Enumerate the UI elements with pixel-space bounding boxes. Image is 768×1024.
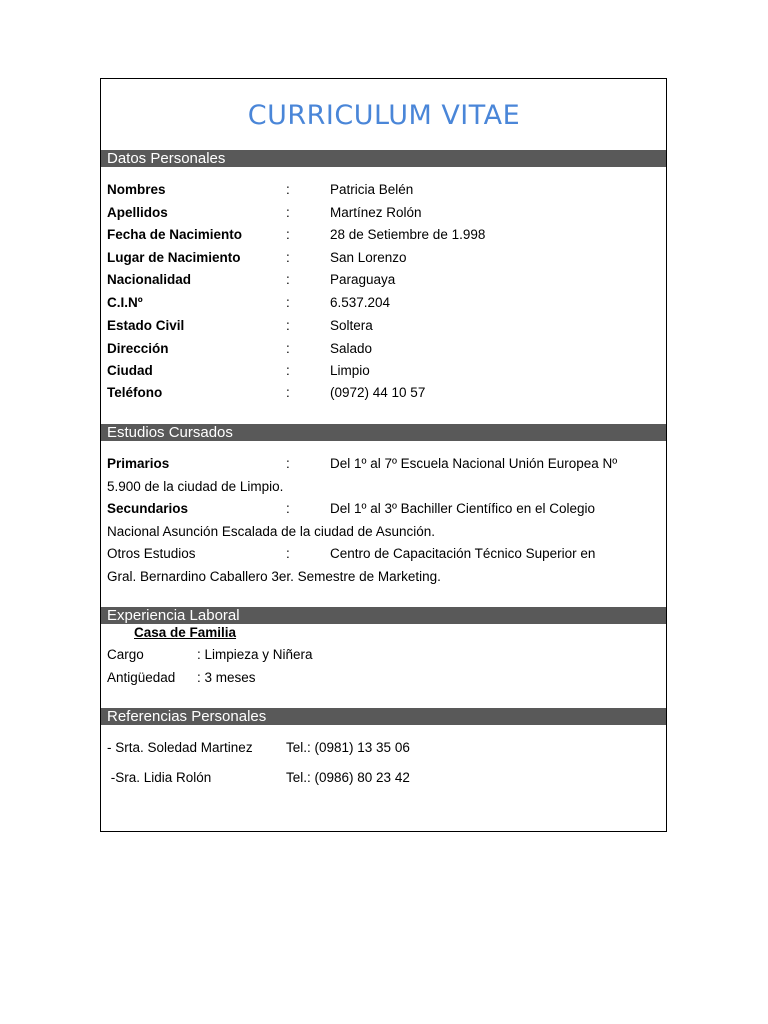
personal-label: Nombres	[107, 182, 166, 197]
study-line: Nacional Asunción Escalada de la ciudad de Asunción.	[107, 524, 435, 539]
personal-value: (0972) 44 10 57	[330, 385, 426, 400]
study-line: 5.900 de la ciudad de Limpio.	[107, 479, 284, 494]
separator: :	[286, 385, 290, 400]
personal-value: Patricia Belén	[330, 182, 414, 197]
section-title-experiencia: Experiencia Laboral	[107, 607, 240, 624]
separator: :	[286, 205, 290, 220]
personal-label: Dirección	[107, 341, 169, 356]
reference-phone: Tel.: (0986) 80 23 42	[286, 770, 410, 785]
personal-label: C.I.Nº	[107, 295, 143, 310]
study-label: Otros Estudios	[107, 546, 196, 561]
antiguedad-label: Antigüedad	[107, 670, 176, 685]
separator: :	[286, 295, 290, 310]
personal-value: 28 de Setiembre de 1.998	[330, 227, 486, 242]
study-line: Del 1º al 7º Escuela Nacional Unión Europea Nº	[330, 456, 618, 471]
study-line: Del 1º al 3º Bachiller Científico en el Colegio	[330, 501, 595, 516]
personal-label: Estado Civil	[107, 318, 185, 333]
personal-value: San Lorenzo	[330, 250, 407, 265]
employer-name: Casa de Familia	[134, 625, 237, 640]
separator: :	[286, 272, 290, 287]
separator: :	[286, 250, 290, 265]
section-title-estudios: Estudios Cursados	[107, 424, 233, 441]
separator: :	[286, 182, 290, 197]
separator: :	[286, 341, 290, 356]
separator: :	[286, 546, 290, 561]
personal-label: Apellidos	[107, 205, 168, 220]
study-line: Gral. Bernardino Caballero 3er. Semestre de Marketing.	[107, 569, 441, 584]
personal-value: Paraguaya	[330, 272, 396, 287]
personal-label: Nacionalidad	[107, 272, 192, 287]
separator: :	[286, 318, 290, 333]
section-title-datos: Datos Personales	[107, 150, 226, 167]
study-label: Primarios	[107, 456, 170, 471]
reference-phone: Tel.: (0981) 13 35 06	[286, 740, 410, 755]
separator: :	[286, 363, 290, 378]
personal-label: Fecha de Nacimiento	[107, 227, 243, 242]
separator: :	[286, 456, 290, 471]
reference-name: - Srta. Soledad Martinez	[107, 740, 253, 755]
antiguedad-value: : 3 meses	[197, 670, 256, 685]
cargo-label: Cargo	[107, 647, 144, 662]
section-title-referencias: Referencias Personales	[107, 708, 267, 725]
cargo-value: : Limpieza y Niñera	[197, 647, 313, 662]
personal-value: Soltera	[330, 318, 373, 333]
separator: :	[286, 501, 290, 516]
personal-value: Salado	[330, 341, 373, 356]
study-label: Secundarios	[107, 501, 189, 516]
study-line: Centro de Capacitación Técnico Superior en	[330, 546, 596, 561]
separator: :	[286, 227, 290, 242]
personal-value: Limpio	[330, 363, 370, 378]
reference-name: -Sra. Lidia Rolón	[107, 770, 212, 785]
personal-label: Teléfono	[107, 385, 163, 400]
personal-value: Martínez Rolón	[330, 205, 422, 220]
personal-label: Lugar de Nacimiento	[107, 250, 241, 265]
page-title: CURRICULUM VITAE	[247, 100, 521, 131]
personal-value: 6.537.204	[330, 295, 391, 310]
personal-label: Ciudad	[107, 363, 153, 378]
